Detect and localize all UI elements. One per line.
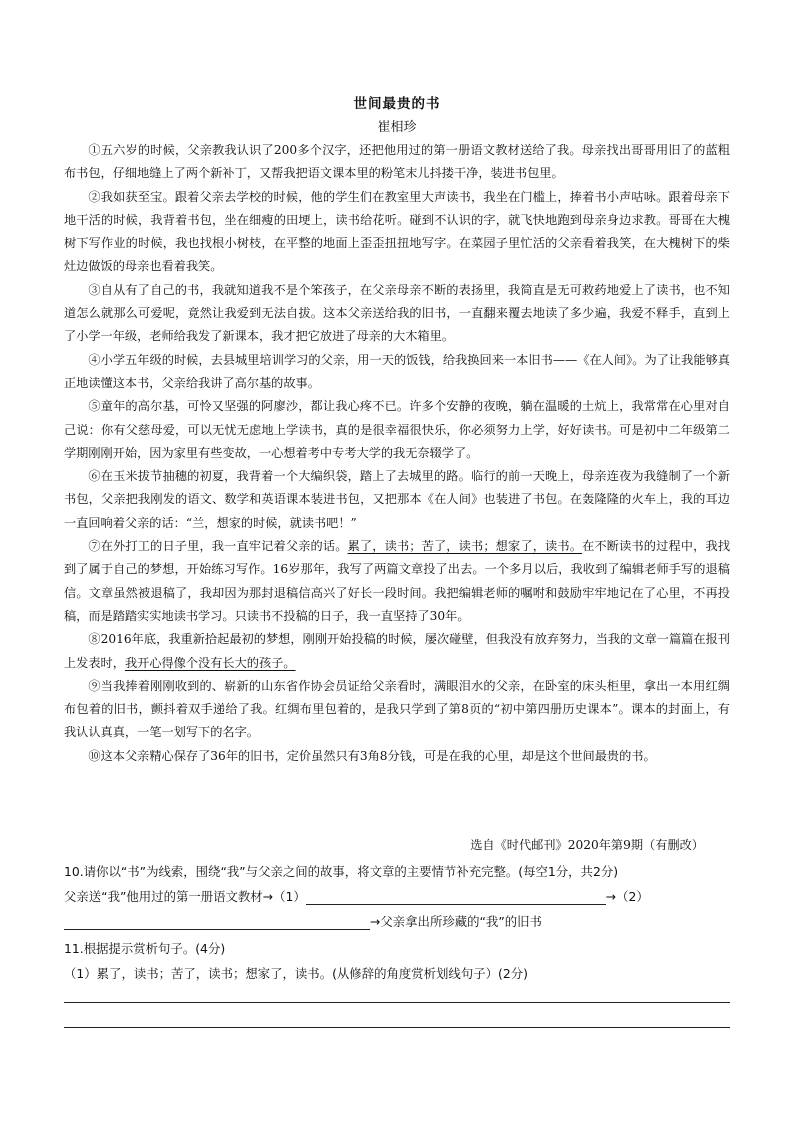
paragraph-10: ⑩这本父亲精心保存了36年的旧书，定价虽然只有3角8分钱，可是在我的心里，却是这个世间最贵的书。 [88,748,656,763]
q10-line2-end: →（2） [605,889,649,904]
article-title: 世间最贵的书 [353,96,441,112]
paragraph-9: ⑨当我捧着刚刚收到的、崭新的山东省作协会员证给父亲看时，满眼泪水的父亲，在卧室的床头柜里，拿出一本用红绸布包着的旧书，颤抖着双手递给了我。红绸布里包着的，是我只学到了第8页的“初中第四册历史课本”。课本的封面上，有我认认真真，一笔一划写下的名字。 [64,678,730,740]
paragraph-6: ⑥在玉米拔节抽穗的初夏，我背着一个大编织袋，踏上了去城里的路。临行的前一天晚上，母亲连夜为我缝制了一个新书包，父亲把我刚发的语文、数学和英语课本装进书包，又把那本《在人间》也装进了书包。在轰隆隆的火车上，我的耳边一直回响着父亲的话：“兰，想家的时候，就读书吧！” [64,469,730,530]
paragraph-7-pre: ⑦在外打工的日子里，我一直牢记着父亲的话。 [88,539,348,554]
article-body [64,139,730,768]
q10-line3-end: →父亲拿出所珍藏的“我”的旧书 [370,914,542,929]
paragraph-4: ④小学五年级的时候，去县城里培训学习的父亲，用一天的饭钱，给我换回来一本旧书——《在人间》。为了让我能够真正地读懂这本书，父亲给我讲了高尔基的故事。 [64,352,730,390]
paragraph-7 [64,535,730,628]
q10-line2-start: 父亲送“我”他用过的第一册语文教材→（1） [64,889,306,904]
question-11-sub-1: （1）累了，读书；苦了，读书；想家了，读书。(从修辞的角度赏析划线句子）(2分) [64,966,528,981]
article-author: 崔相珍 [377,120,417,135]
paragraph-5: ⑤童年的高尔基，可怜又坚强的阿廖沙，都让我心疼不已。许多个安静的夜晚，躺在温暖的土炕上，我常常在心里对自己说：你有父慈母爱，可以无忧无虑地上学读书，真的是很幸福很快乐，你必须努力上学，好好读书。可是初中二年级第二学期刚刚开始，因为家里有些变故，一心想着考中专考大学的我无奈辍学了。 [64,399,730,460]
answer-line-1[interactable] [64,1002,730,1003]
question-11-prompt: 11.根据提示赏析句子。(4分) [64,941,226,956]
paragraph-7-post: 在不断读书的过程中，我找到了属于自己的梦想，开始练习写作。16岁那年，我写了两篇文章投了出去。一个多月以后，我收到了编辑老师手写的退稿信。文章虽然被退稿了，我却因为那封退稿信高兴了好长一段时间。我把编辑老师的嘱咐和鼓励牢牢地记在了心里，不再投稿，而是踏踏实实地读书学习。只读书不投稿的日子，我一直坚持了30年。 [64,539,731,623]
paragraph-1: ①五六岁的时候，父亲教我认识了200多个汉字，还把他用过的第一册语文教材送给了我。母亲找出哥哥用旧了的蓝粗布书包，仔细地缝上了两个新补丁，又帮我把语文课本里的粉笔末儿抖搂干净，装进书包里。 [64,143,730,181]
question-10-line-1 [64,887,730,905]
answer-blank-1[interactable] [306,889,606,905]
answer-line-2[interactable] [64,1027,730,1028]
paragraph-2: ②我如获至宝。跟着父亲去学校的时候，他的学生们在教室里大声读书，我坐在门槛上，捧着书小声咕咏。跟着母亲下地干活的时候，我背着书包，坐在细瘦的田埂上，读书给花听。碰到不认识的字，就飞快地跑到母亲身边求教。哥哥在大槐树下写作业的时候，我也找根小树枝，在平整的地面上歪歪扭扭地写字。在菜园子里忙活的父亲看着我笑，在大槐树下的柴灶边做饭的母亲也看着我笑。 [64,189,730,274]
question-10-line-2 [64,912,730,930]
article-source: 选自《时代邮刊》2020年第9期（有删改） [470,838,704,852]
paragraph-8 [64,628,730,675]
question-10-prompt: 10.请你以“书”为线索，围绕“我”与父亲之间的故事，将文章的主要情节补充完整。(每空1分，共2分) [64,864,619,879]
paragraph-8-pre: ⑧2016年底，我重新拾起最初的梦想，刚刚开始投稿的时候，屡次碰壁，但我没有放弃努力，当我的文章一篇篇在报刊上发表时， [64,632,730,670]
paragraph-3: ③自从有了自己的书，我就知道我不是个笨孩子，在父亲母亲不断的表扬里，我简直是无可救药地爱上了读书，也不知道怎么就那么可爱呢，竟然让我爱到无法自拔。这本父亲送给我的旧书，一直翻来覆去地读了多少遍，我爱不释手，直到上了小学一年级，老师给我发了新课本，我才把它放进了母亲的大木箱里。 [64,282,730,344]
underlined-sentence-2: 我开心得像个没有长大的孩子。 [124,655,296,670]
answer-blank-2[interactable] [64,914,370,930]
underlined-sentence-1: 累了，读书；苦了，读书；想家了，读书。 [347,539,583,554]
